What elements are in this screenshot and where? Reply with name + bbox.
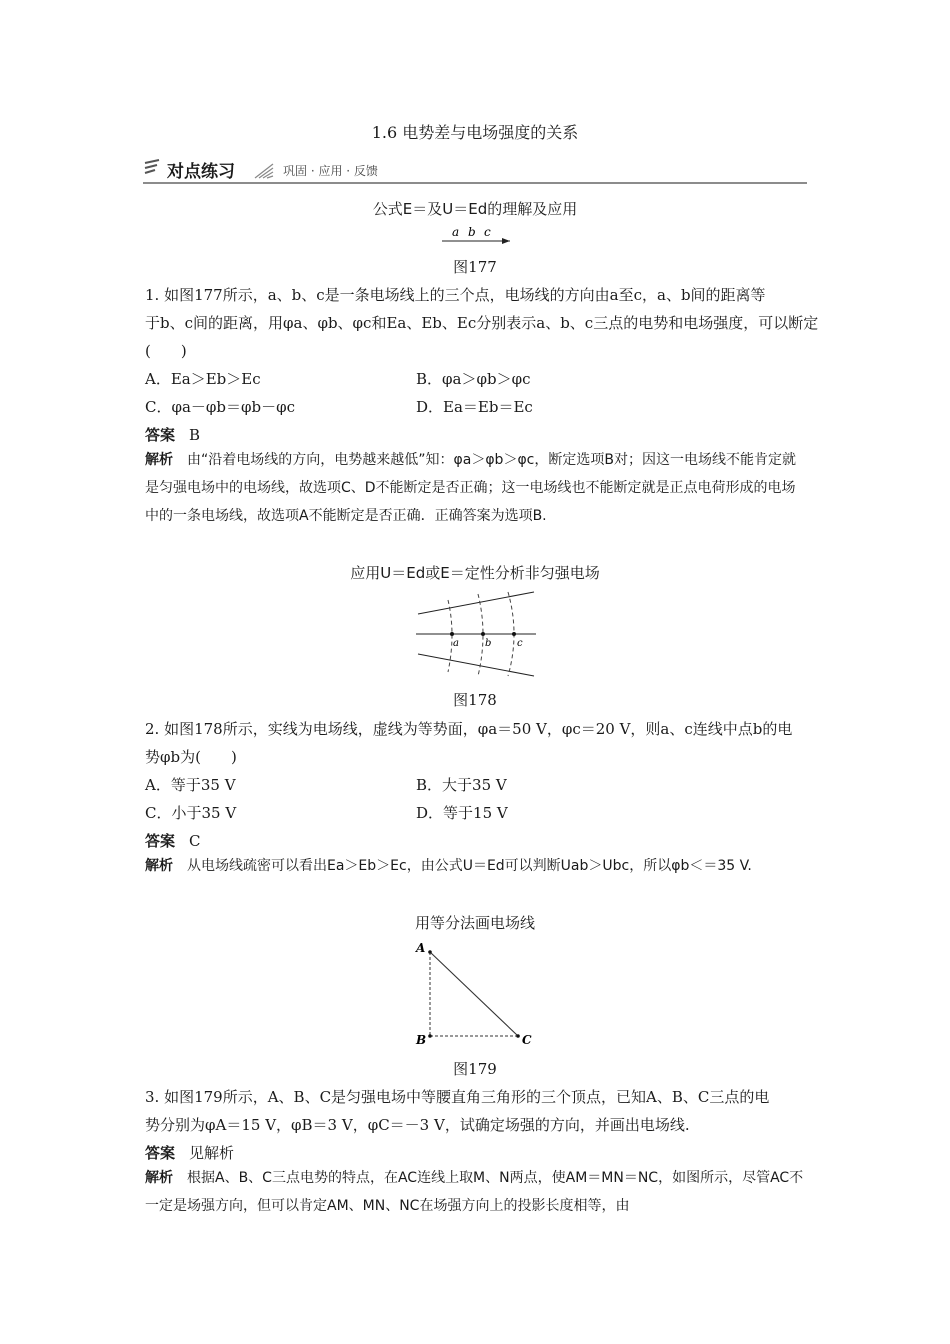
q2-option-a: A．等于35 V [145,776,236,794]
q2-stem-line-2: 势φb为( ) [145,748,237,766]
q2-answer-label: 答案 [145,832,176,850]
q2-stem-line-1: 2. 如图178所示，实线为电场线，虚线为等势面，φa＝50 V，φc＝20 V，则a、c连线中点b的电 [145,720,793,738]
q1-option-a: A．Ea＞Eb＞Ec [145,370,261,388]
section-heading-1: 公式E＝及U＝Ed的理解及应用 [372,200,578,218]
q3-solution-label: 解析 [145,1170,173,1186]
banner-label: 对点练习 [167,162,235,182]
banner-right-icon [253,162,275,180]
q1-answer [145,424,200,445]
banner-divider [143,182,807,184]
q1-stem-line-1: 1. 如图177所示，a、b、c是一条电场线上的三个点，电场线的方向由a至c，a、b间的距离等 [145,286,766,304]
q2-option-d: D．等于15 V [416,804,508,822]
fig179-label-C: C [522,1033,532,1047]
section-heading-3: 用等分法画电场线 [414,914,535,932]
page-title: 1.6 电势差与电场强度的关系 [371,123,579,142]
figure-179-caption: 图179 [453,1060,497,1078]
figure-178 [412,588,542,678]
q3-answer [145,1142,234,1163]
q2-answer [145,830,201,851]
section-heading-2: 应用U＝Ed或E＝定性分析非匀强电场 [350,564,600,582]
q3-solution [145,1164,805,1220]
q1-stem-line-2: 于b、c间的距离，用φa、φb、φc和Ea、Eb、Ec分别表示a、b、c三点的电势和电场强度，可以断定 [145,314,819,332]
practice-banner [143,154,807,184]
fig177-label-b: b [468,225,476,239]
q1-answer-label: 答案 [145,426,176,444]
q1-solution [145,446,805,530]
fig179-label-A: A [416,941,426,955]
q3-stem-line-2: 势分别为φA＝15 V，φB＝3 V，φC＝－3 V，试确定场强的方向，并画出电场线. [145,1116,690,1134]
fig177-label-c: c [484,225,491,239]
q2-option-b: B．大于35 V [416,776,507,794]
fig178-label-a: a [453,638,459,649]
figure-179 [412,936,542,1048]
q1-option-b: B．φa＞φb＞φc [416,370,531,388]
q1-answer-value: B [189,426,201,444]
q3-answer-value: 见解析 [189,1144,235,1162]
q1-stem-line-3: ( ) [145,342,187,360]
q1-option-c: C．φa－φb＝φb－φc [145,398,296,416]
banner-left-icon [143,158,163,178]
q2-solution-label: 解析 [145,858,173,874]
fig178-label-b: b [485,638,492,649]
figure-178-caption: 图178 [453,691,497,709]
figure-177-caption: 图177 [453,258,497,276]
q3-solution-text: 根据A、B、C三点电势的特点，在AC连线上取M、N两点，使AM＝MN＝NC，如图所示，尽管AC不一定是场强方向，但可以肯定AM、MN、NC在场强方向上的投影长度相等，由 [145,1170,804,1214]
q1-solution-label: 解析 [145,452,173,468]
fig178-label-c: c [517,638,523,649]
q2-solution-text: 从电场线疏密可以看出Ea＞Eb＞Ec，由公式U＝Ed可以判断Uab＞Ubc，所以φb＜＝35 V. [187,858,752,874]
q2-option-c: C．小于35 V [145,804,237,822]
q2-answer-value: C [189,832,201,850]
q3-stem-line-1: 3. 如图179所示，A、B、C是匀强电场中等腰直角三角形的三个顶点，已知A、B、C三点的电 [145,1088,770,1106]
q3-answer-label: 答案 [145,1144,176,1162]
q2-solution [145,852,805,880]
q1-solution-text: 由“沿着电场线的方向，电势越来越低”知：φa＞φb＞φc，断定选项B对；因这一电场线不能肯定就是匀强电场中的电场线，故选项C、D不能断定是否正确；这一电场线也不能断定就是正点电荷形成的电场中的一条电场线，故选项A不能断定是否正确．正确答案为选项B. [145,452,796,524]
fig177-label-a: a [452,225,460,239]
q1-option-d: D．Ea＝Eb＝Ec [416,398,533,416]
figure-177 [436,223,516,247]
fig179-label-B: B [416,1033,427,1047]
banner-subtitle: 巩固 · 应用 · 反馈 [283,164,378,178]
